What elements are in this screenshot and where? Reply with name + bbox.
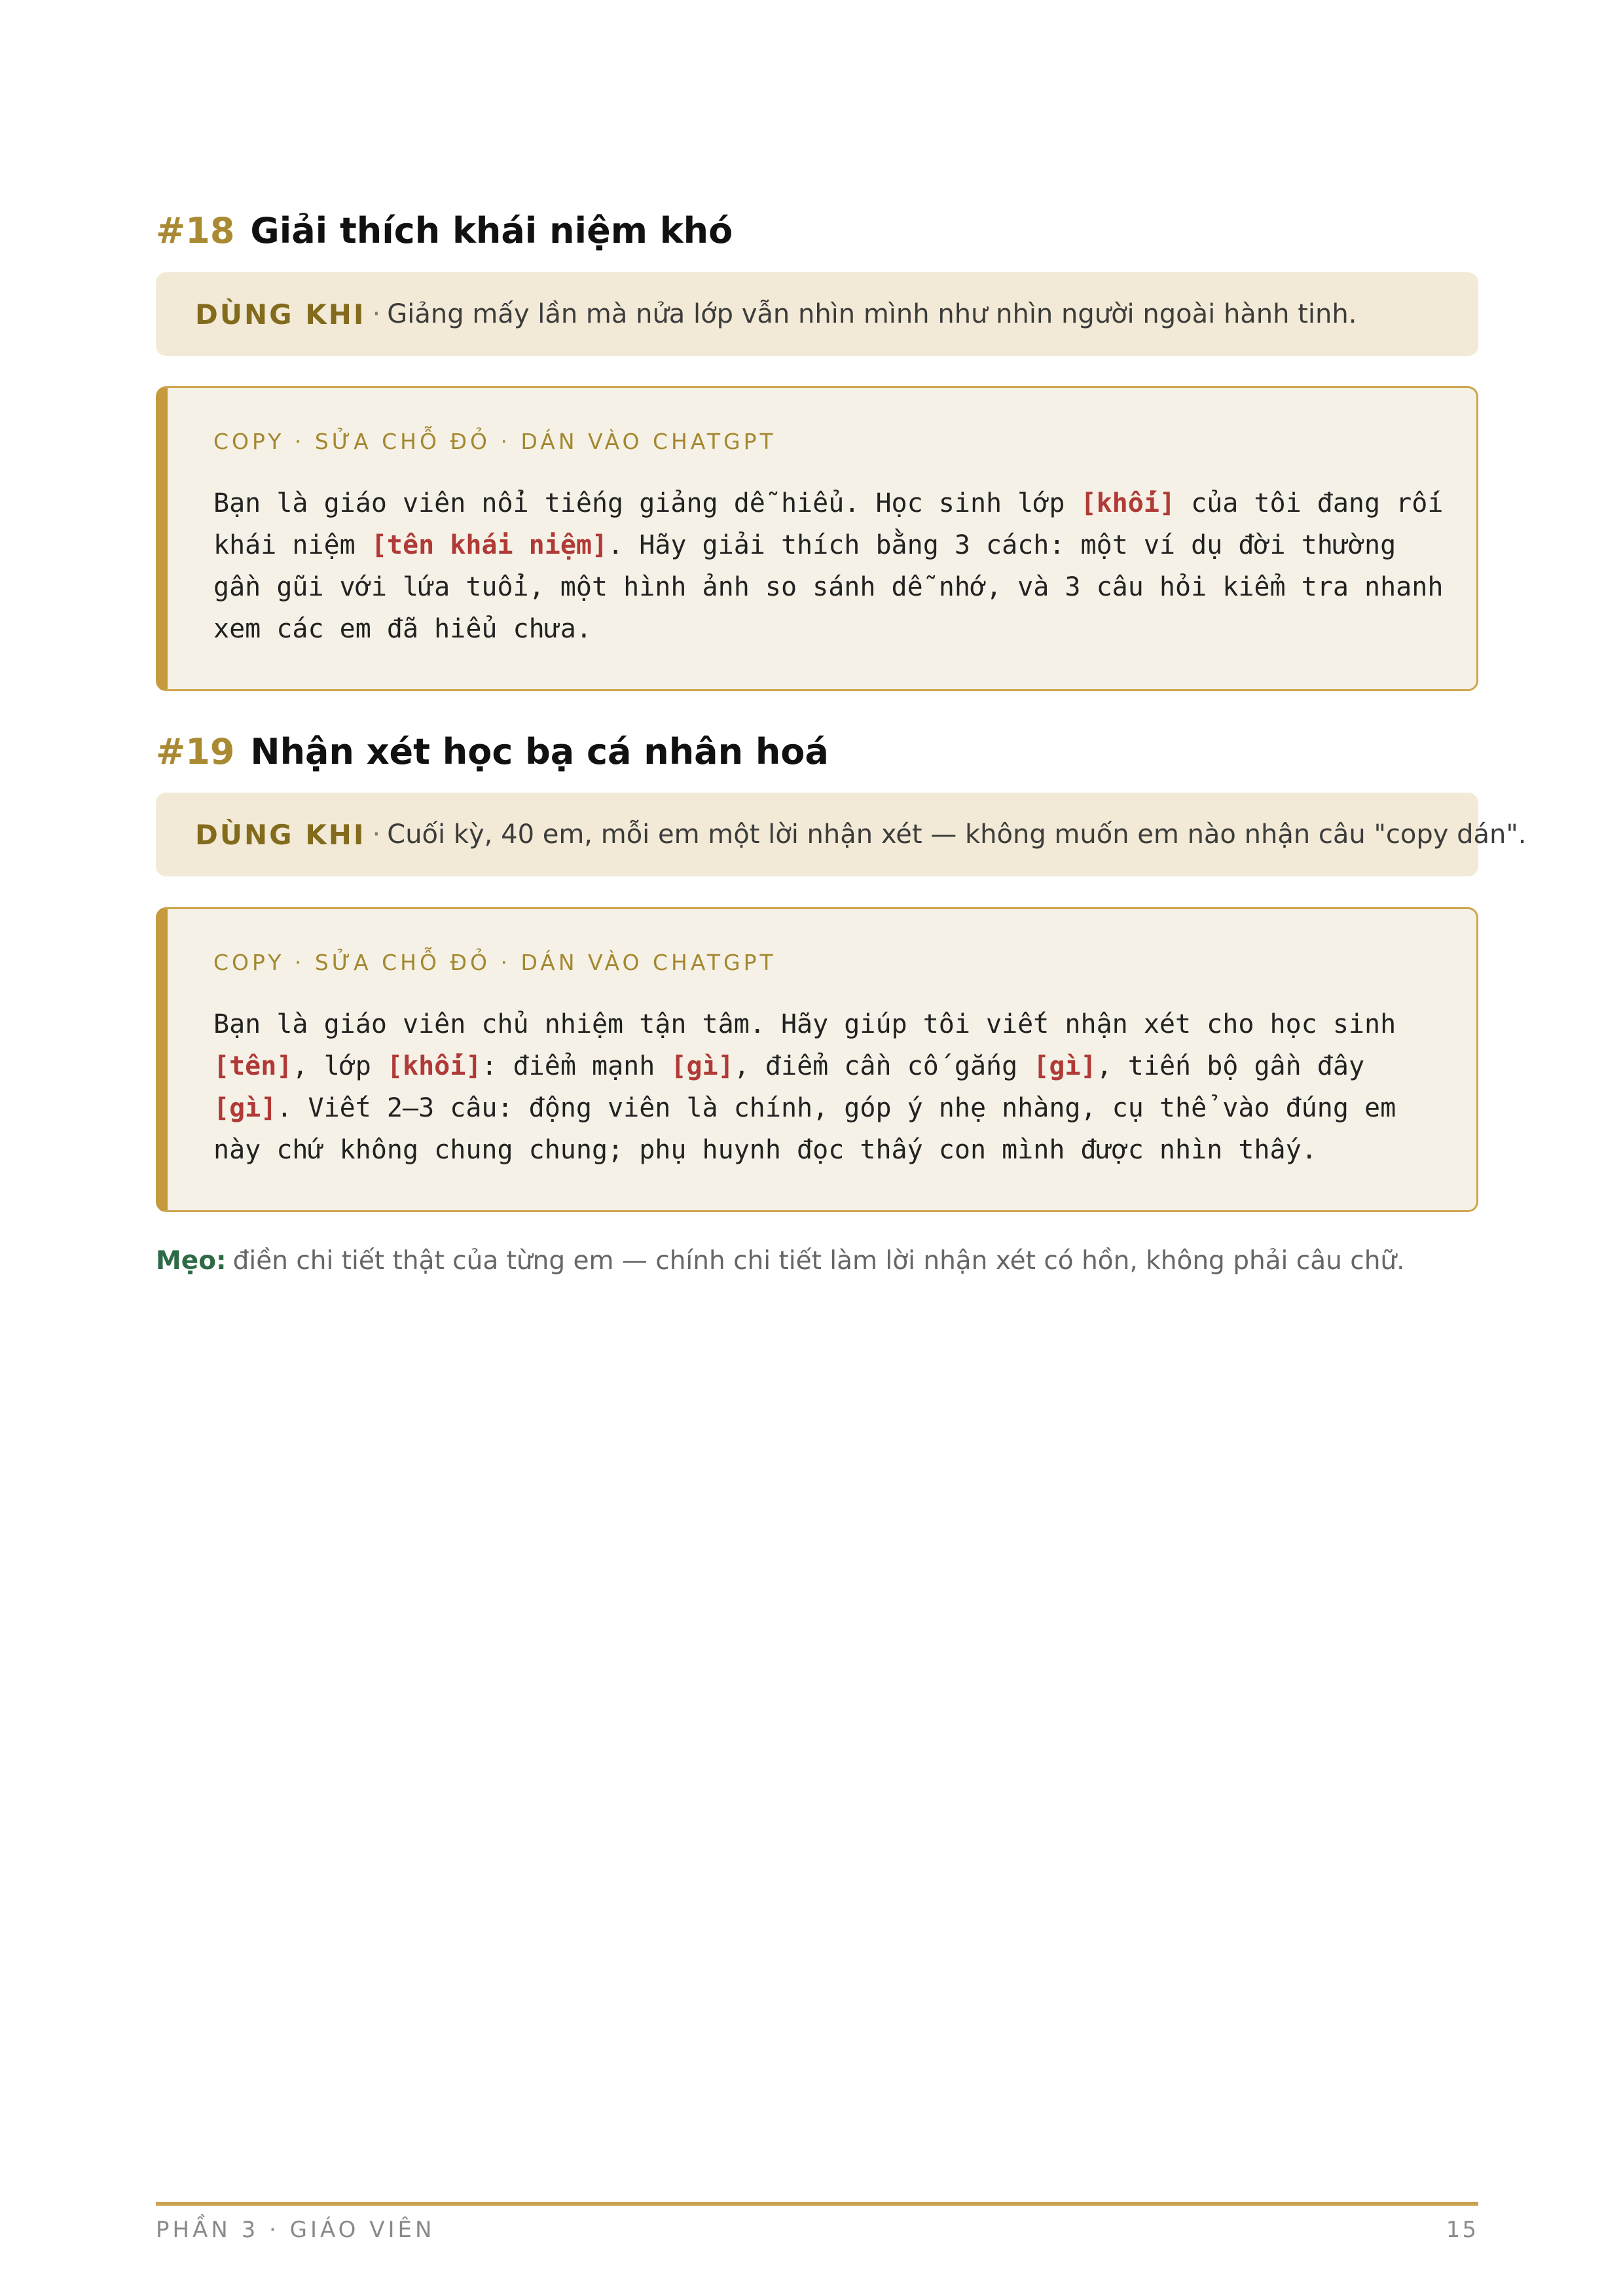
tip-note bbox=[156, 1245, 1405, 1278]
tip-text: điền chi tiết thật của từng em — chính chi tiết làm lời nhận xét có hồn, không phải câu chữ. bbox=[232, 1246, 1405, 1276]
prompt-heading bbox=[156, 208, 733, 254]
prompt-line bbox=[213, 1003, 1437, 1045]
use-when-label: DÙNG KHI bbox=[195, 818, 366, 851]
prompt-segment: . Hãy giải thích bằng 3 cách: một ví dụ đời thường bbox=[608, 530, 1396, 560]
prompt-segment: : điểm mạnh bbox=[481, 1051, 671, 1081]
footer-divider bbox=[156, 2202, 1478, 2206]
prompt-text[interactable] bbox=[213, 1003, 1437, 1171]
use-when-label: DÙNG KHI bbox=[195, 298, 366, 331]
prompt-template-box[interactable] bbox=[156, 907, 1478, 1212]
use-when-box bbox=[156, 272, 1478, 356]
prompt-segment: của tôi đang rối bbox=[1175, 488, 1444, 518]
prompt-segment: , điểm cần cố gắng bbox=[733, 1051, 1034, 1081]
prompt-line bbox=[213, 566, 1444, 608]
placeholder-token: [tên] bbox=[213, 1051, 293, 1081]
prompt-line bbox=[213, 482, 1444, 524]
prompt-instruction: COPY · SỬA CHỖ ĐỎ · DÁN VÀO CHATGPT bbox=[213, 429, 776, 454]
prompt-line bbox=[213, 1045, 1437, 1087]
placeholder-token: [tên khái niệm] bbox=[371, 530, 608, 560]
prompt-segment: . Viết 2–3 câu: động viên là chính, góp ý nhẹ nhàng, cụ thể vào đúng em bbox=[276, 1093, 1396, 1123]
placeholder-token: [gì] bbox=[1033, 1051, 1097, 1081]
prompt-number: #19 bbox=[156, 731, 235, 772]
prompt-segment: , lớp bbox=[292, 1051, 387, 1081]
use-when-text: Giảng mấy lần mà nửa lớp vẫn nhìn mình như nhìn người ngoài hành tinh. bbox=[387, 299, 1357, 329]
prompt-number: #18 bbox=[156, 210, 235, 251]
prompt-heading bbox=[156, 729, 829, 775]
use-when-text: Cuối kỳ, 40 em, mỗi em một lời nhận xét — không muốn em nào nhận câu "copy dán". bbox=[387, 819, 1527, 850]
prompt-segment: Bạn là giáo viên chủ nhiệm tận tâm. Hãy giúp tôi viết nhận xét cho học sinh bbox=[213, 1009, 1396, 1039]
prompt-title: Nhận xét học bạ cá nhân hoá bbox=[250, 731, 829, 772]
prompt-line bbox=[213, 524, 1437, 566]
prompt-text[interactable] bbox=[213, 482, 1444, 650]
prompt-segment: , tiến bộ gần đây bbox=[1096, 1051, 1365, 1081]
prompt-title: Giải thích khái niệm khó bbox=[250, 210, 733, 251]
use-when-separator: · bbox=[372, 819, 381, 850]
use-when-box bbox=[156, 793, 1527, 876]
prompt-segment: này chứ không chung chung; phụ huynh đọc thấy con mình được nhìn thấy. bbox=[213, 1135, 1317, 1165]
prompt-line bbox=[213, 1087, 1437, 1129]
use-when-separator: · bbox=[372, 299, 381, 329]
prompt-segment: gần gũi với lứa tuổi, một hình ảnh so sánh dễ nhớ, và 3 câu hỏi kiểm tra nhanh bbox=[213, 572, 1444, 602]
prompt-template-box[interactable] bbox=[156, 386, 1478, 691]
prompt-line bbox=[213, 608, 1437, 650]
page-number: 15 bbox=[1446, 2217, 1478, 2243]
prompt-instruction: COPY · SỬA CHỖ ĐỎ · DÁN VÀO CHATGPT bbox=[213, 950, 776, 975]
placeholder-token: [gì] bbox=[213, 1093, 277, 1123]
placeholder-token: [gì] bbox=[670, 1051, 734, 1081]
tip-label: Mẹo: bbox=[156, 1246, 227, 1276]
footer-section-title: PHẦN 3 · GIÁO VIÊN bbox=[156, 2217, 435, 2243]
prompt-segment: Bạn là giáo viên nổi tiếng giảng dễ hiểu. Học sinh lớp bbox=[213, 488, 1081, 518]
prompt-segment: khái niệm bbox=[213, 530, 371, 560]
prompt-segment: xem các em đã hiểu chưa. bbox=[213, 614, 592, 644]
placeholder-token: [khối] bbox=[386, 1051, 482, 1081]
prompt-line bbox=[213, 1129, 1437, 1171]
placeholder-token: [khối] bbox=[1080, 488, 1176, 518]
